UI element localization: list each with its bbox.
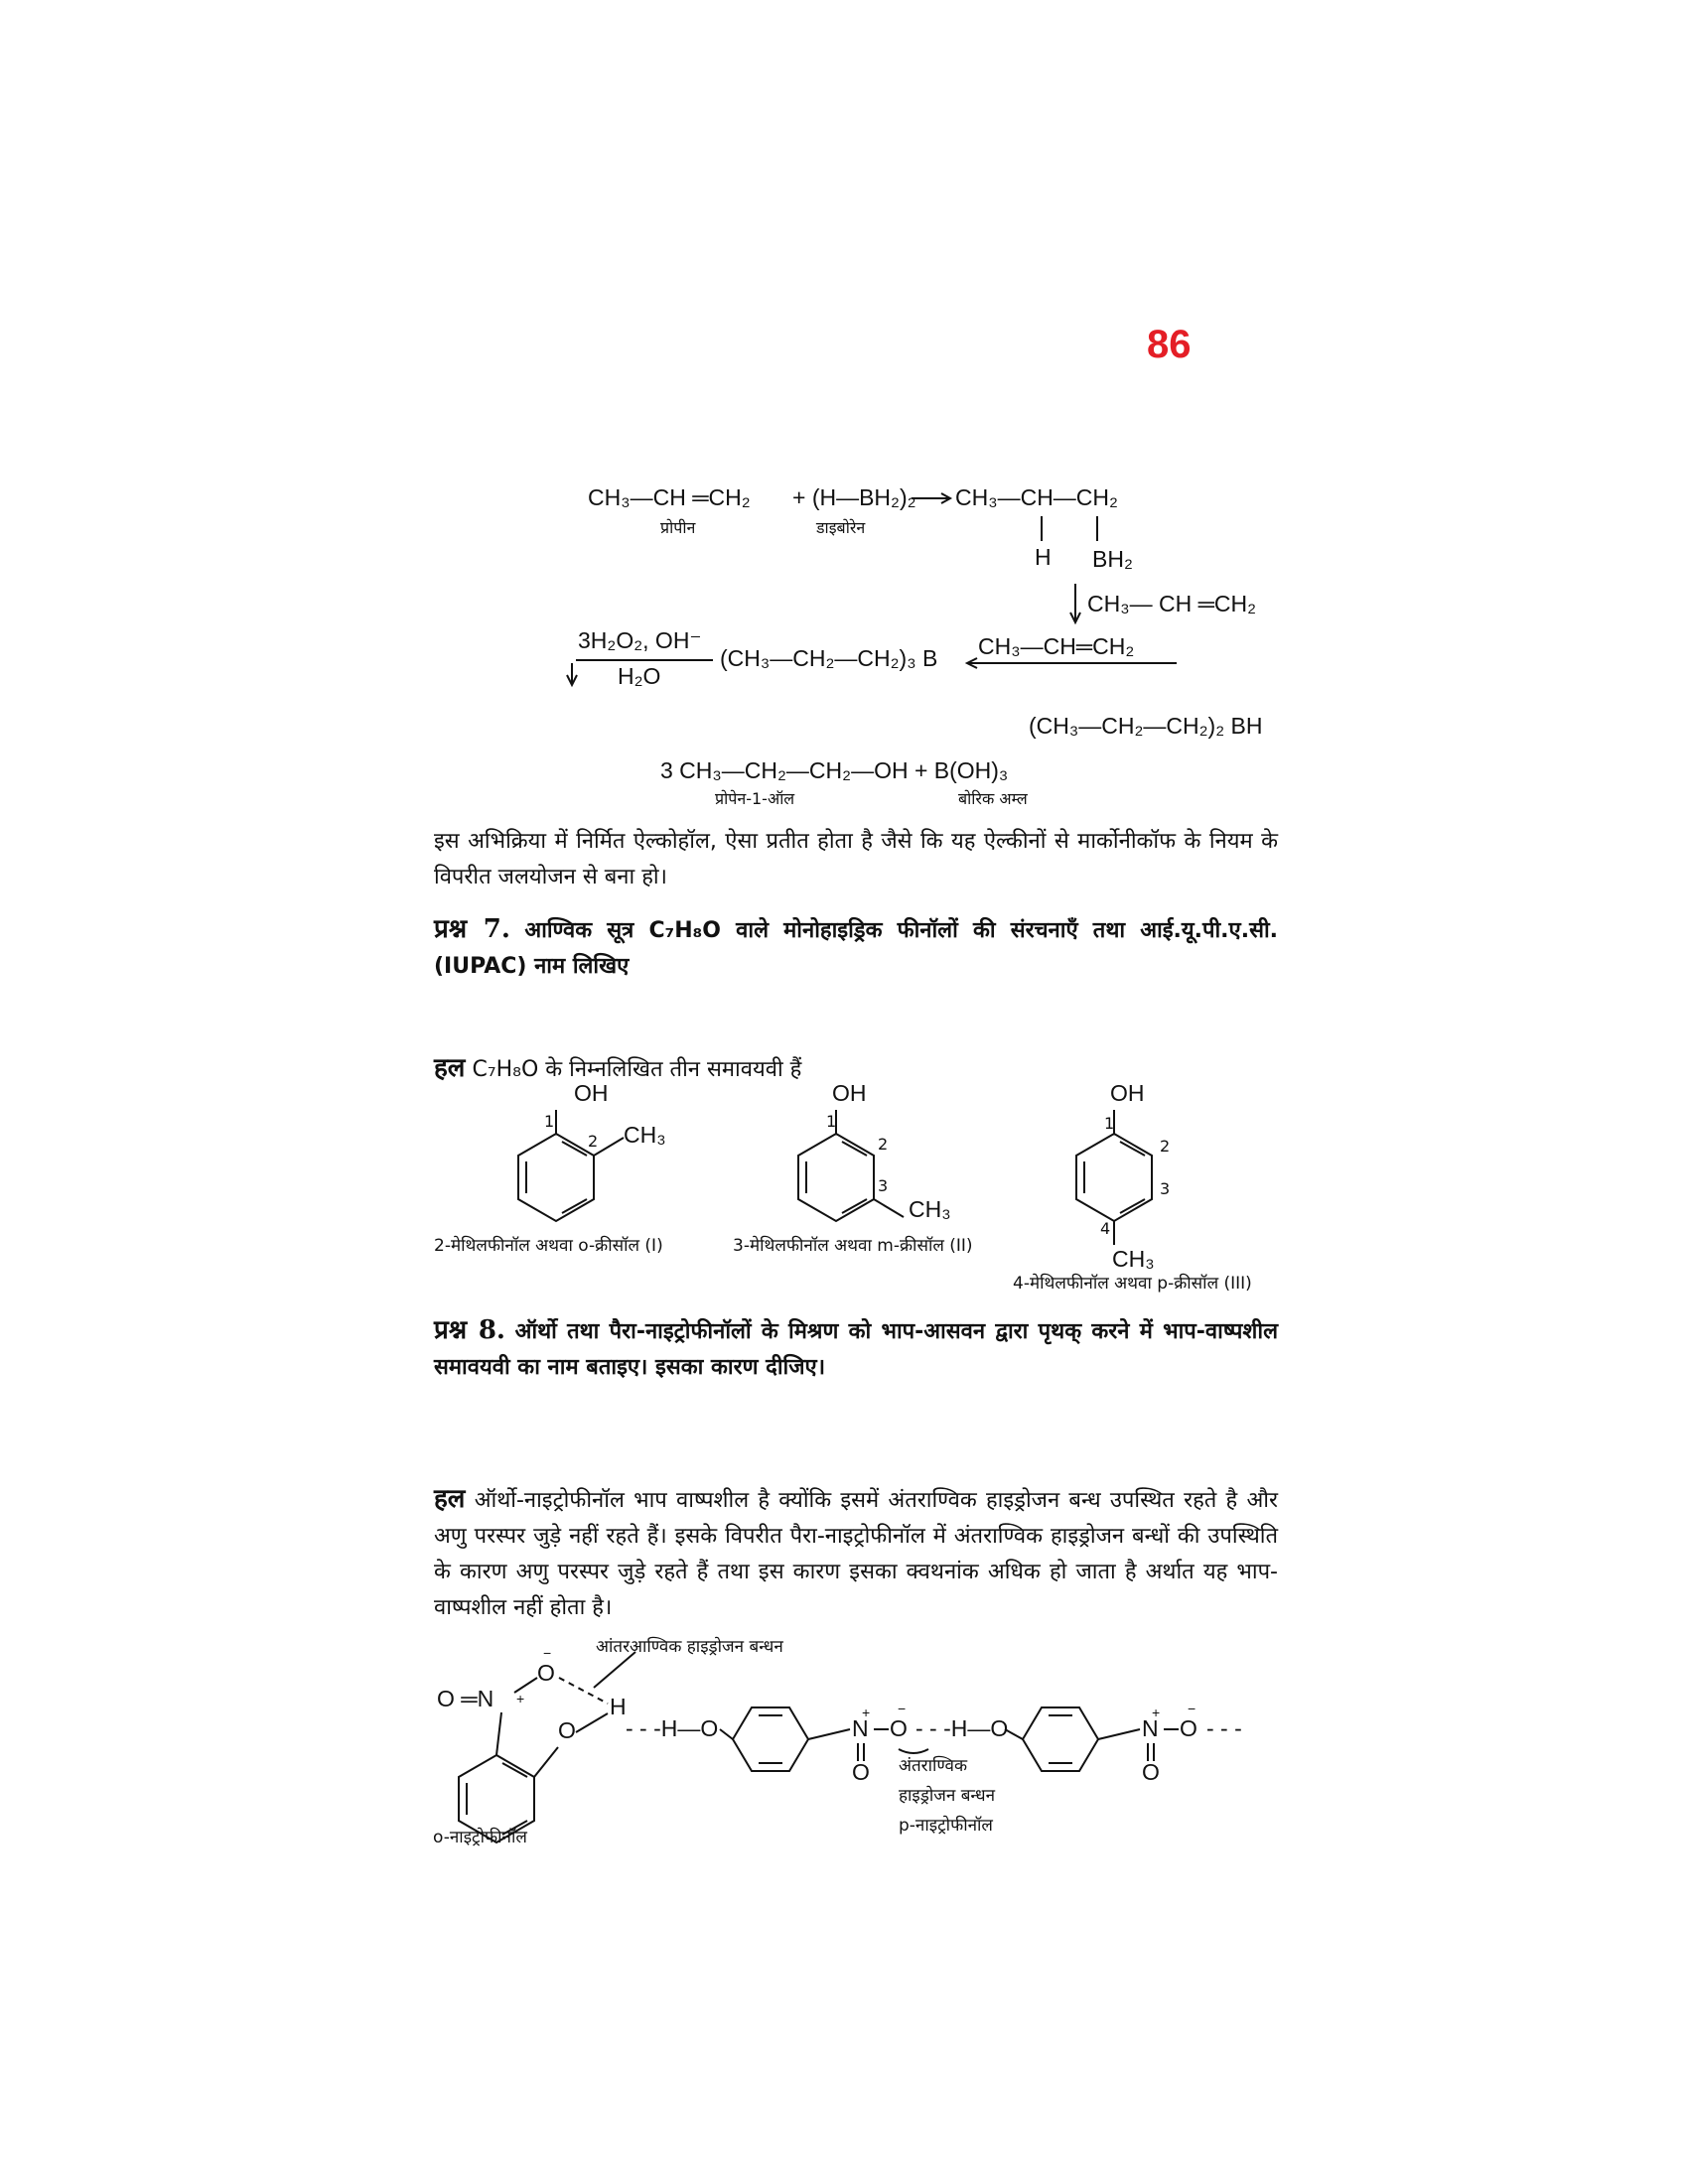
question-8-text: ऑर्थो तथा पैरा-नाइट्रोफीनॉलों के मिश्रण को भाप-आसवन द्वारा पृथक् करने में भाप-वाष्पशील समावयवी का नाम बताइए। इसका कारण दीजिए। [434,1319,1278,1380]
o-nitro-h: H [610,1694,627,1719]
reagent-water: H₂O [618,663,661,689]
iso1-pos2: 2 [588,1132,599,1151]
chain-h-o-1: - - -H—O [626,1715,719,1741]
label-intermolecular-1: अंतराण्विक [899,1756,968,1776]
benzene-ring-3 [1076,1134,1152,1221]
p-nitro-o-down-1: O [852,1759,870,1785]
chain-h-o-2: - - -H—O [915,1715,1009,1741]
iso3-pos4: 4 [1100,1219,1111,1238]
benzene-ring-2 [798,1134,874,1221]
o-nitro-o-eq-n: O ═N [437,1686,494,1711]
reactant-propene: CH₃—CH ═CH₂ [588,484,751,510]
svg-text:+: + [516,1691,525,1706]
label-intermolecular-2: हाइड्रोजन बन्धन [899,1786,996,1806]
solution-7-label: हल [434,1053,466,1083]
p-nitro-n-2: N [1142,1715,1159,1741]
iso1-pos1: 1 [544,1112,555,1131]
iso3-pos1: 1 [1104,1114,1115,1133]
reagent-propene-left: CH₃—CH═CH₂ [978,633,1135,659]
label-p-nitrophenol: p-नाइट्रोफीनॉल [899,1816,993,1836]
label-diborane: डाइबोरेन [816,518,866,537]
benzene-ring-p-nitro-1 [733,1707,808,1771]
o-nitro-o: O [558,1717,576,1743]
p-nitro-o-down-2: O [1142,1759,1160,1785]
p-nitro-n-1: N [852,1715,869,1741]
question-8-label: प्रश्न 8. [434,1315,505,1345]
label-propanol: प्रोपेन-1-ऑल [715,789,795,808]
p-nitro-o-2: O [1180,1715,1197,1741]
p-nitro-o-1: O [890,1715,908,1741]
label-intramolecular-hbond: आंतरआण्विक हाइड्रोजन बन्धन [596,1637,783,1657]
solution-8-label: हल [434,1484,466,1514]
page-number: 86 [1147,323,1192,366]
sub-bh2: BH₂ [1092,546,1133,572]
markovnikov-paragraph: इस अभिक्रिया में निर्मित ऐल्कोहॉल, ऐसा प्रतीत होता है जैसे कि यह ऐल्कीनों से मार्कोनीकॉफ के नियम के विपरीत जलयोजन से बना हो। [434,829,1278,889]
question-7-text: आण्विक सूत्र C₇H₈O वाले मोनोहाइड्रिक फीनॉलों की संरचनाएँ तथा आई.यू.पी.ए.सी. (IUPAC) नाम लिखिए [434,918,1278,979]
iso2-pos3: 3 [878,1176,889,1195]
benzene-ring-1 [518,1134,594,1221]
iso3-ch3: CH₃ [1112,1246,1155,1272]
iso1-oh: OH [574,1080,609,1106]
reagent-h2o2: 3H₂O₂, OH⁻ [578,627,702,653]
svg-text:−: − [898,1701,907,1716]
isomer-2-name: 3-मेथिलफीनॉल अथवा m-क्रीसॉल (II) [733,1236,973,1256]
isomer-1-name: 2-मेथिलफीनॉल अथवा o-क्रीसॉल (I) [434,1236,663,1256]
brace-inter [899,1749,928,1753]
question-7-label: प्रश्न 7. [434,914,510,944]
benzene-ring-o-nitro [459,1755,534,1843]
iso2-ch3: CH₃ [909,1196,951,1222]
iso3-pos2: 2 [1160,1137,1171,1156]
o-nitro-o-minus: O [537,1660,555,1686]
iso1-ch3: CH₃ [624,1122,666,1148]
svg-text:+: + [862,1705,871,1720]
pointer-intra [594,1652,635,1688]
sub-hydrogen: H [1035,544,1052,570]
reactant-diborane: + (H—BH₂)₂ [792,484,916,510]
solution-8-text: ऑर्थो-नाइट्रोफीनॉल भाप वाष्पशील है क्योंकि इसमें अंतराण्विक हाइड्रोजन बन्ध उपस्थित रहते है और अणु परस्पर जुड़े नहीं रहते हैं। इसके विपरीत पैरा-नाइट्रोफीनॉल में अंतराण्विक हाइड्रोजन बन्धों की उपस्थिति के कारण अणु परस्पर जुड़े रहते हैं तथा इस कारण इसका क्वथनांक अधिक हो जाता है अर्थात यह भाप-वाष्पशील नहीं होता है। [434,1488,1278,1620]
iso3-pos3: 3 [1160,1179,1171,1198]
iso2-pos2: 2 [878,1135,889,1154]
final-products: 3 CH₃—CH₂—CH₂—OH + B(OH)₃ [660,757,1009,783]
trialkylborane: (CH₃—CH₂—CH₂)₃ B [720,645,938,671]
iso2-pos1: 1 [826,1112,837,1131]
product-alkylborane: CH₃—CH—CH₂ [955,484,1118,510]
isomer-3-name: 4-मेथिलफीनॉल अथवा p-क्रीसॉल (III) [1013,1274,1252,1294]
benzene-ring-p-nitro-2 [1023,1707,1098,1771]
label-boric-acid: बोरिक अम्ल [958,789,1028,808]
reagent-propene-down: CH₃— CH ═CH₂ [1087,591,1257,616]
label-o-nitrophenol: o-नाइट्रोफीनॉल [433,1828,527,1847]
svg-text:−: − [1188,1701,1196,1716]
svg-text:+: + [1152,1705,1161,1720]
iso2-oh: OH [832,1080,867,1106]
solution-7-text: C₇H₈O के निम्नलिखित तीन समावयवी हैं [472,1057,802,1082]
svg-text:−: − [543,1645,552,1661]
label-propene: प्रोपीन [660,518,696,537]
dialkylborane: (CH₃—CH₂—CH₂)₂ BH [1029,713,1263,739]
iso3-oh: OH [1110,1080,1145,1106]
chain-end: - - - [1206,1715,1242,1741]
